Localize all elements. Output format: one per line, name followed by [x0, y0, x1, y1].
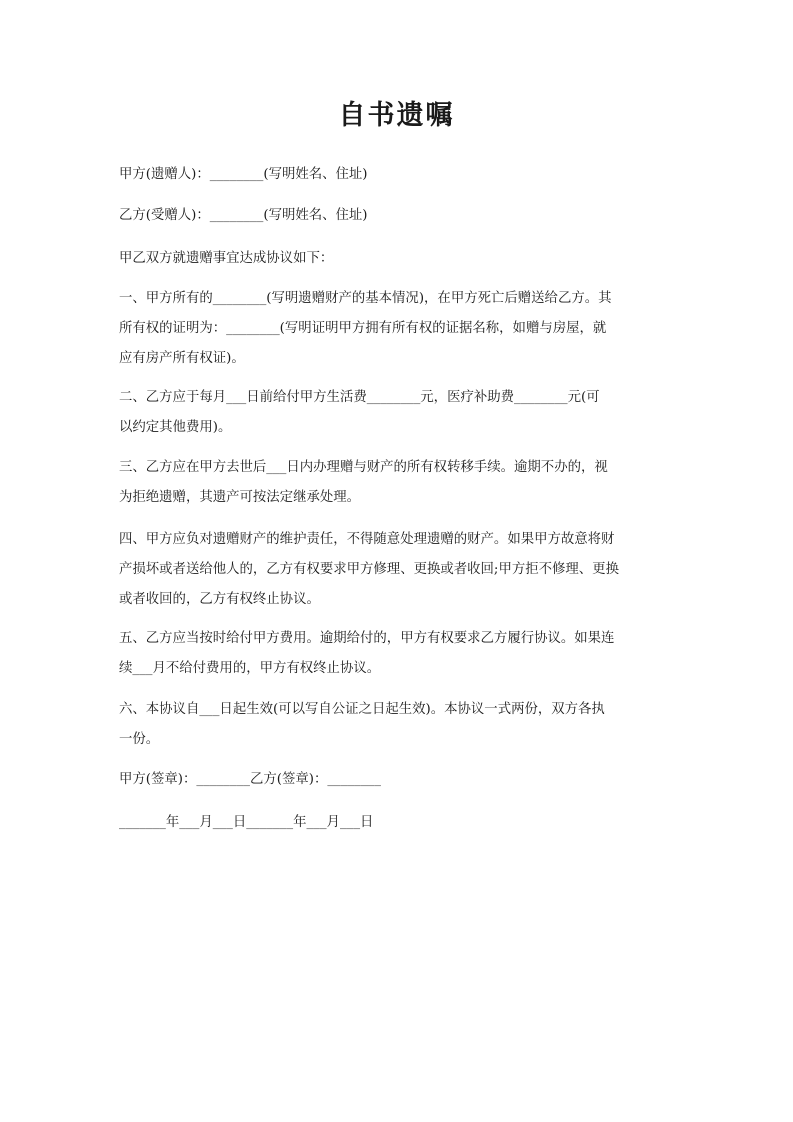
text-line: 续___月不给付费用的，甲方有权终止协议。	[119, 661, 381, 676]
text-line: 六、本协议自___日起生效(可以写自公证之日起生效)。本协议一式两份，双方各执	[119, 702, 605, 717]
agreement-intro	[119, 244, 675, 274]
text-line: 乙方(受赠人)：________(写明姓名、住址)	[119, 208, 368, 223]
clause-2	[119, 383, 675, 443]
text-line: 以约定其他费用)。	[119, 420, 232, 435]
text-line: 应有房产所有权证)。	[119, 351, 245, 366]
text-line: 甲方(遗赠人)：________(写明姓名、住址)	[119, 167, 368, 182]
text-line: 甲乙双方就遗赠事宜达成协议如下：	[119, 251, 334, 266]
text-line: 甲方(签章)：________乙方(签章)：________	[119, 772, 381, 787]
text-line: 所有权的证明为：________(写明证明甲方拥有所有权的证据名称，如赠与房屋，就	[119, 321, 607, 336]
text-line: 为拒绝遗赠，其遗产可按法定继承处理。	[119, 490, 361, 505]
clause-5	[119, 624, 675, 684]
text-line: 一、甲方所有的________(写明遗赠财产的基本情况)，在甲方死亡后赠送给乙方。其	[119, 291, 612, 306]
text-line: 产损坏或者送给他人的，乙方有权要求甲方修理、更换或者收回;甲方拒不修理、更换	[119, 562, 619, 577]
text-line: 四、甲方应负对遗赠财产的维护责任，不得随意处理遗赠的财产。如果甲方故意将财	[119, 532, 615, 547]
text-line: 二、乙方应于每月___日前给付甲方生活费________元，医疗补助费________元(可	[119, 390, 600, 405]
date-line	[119, 808, 675, 838]
clause-4	[119, 525, 675, 615]
text-line: 一份。	[119, 732, 160, 747]
signature-line	[119, 765, 675, 795]
text-line: 或者收回的，乙方有权终止协议。	[119, 592, 320, 607]
party-a-line	[119, 160, 675, 190]
text-line: 三、乙方应在甲方去世后___日内办理赠与财产的所有权转移手续。逾期不办的，视	[119, 460, 608, 475]
text-line: 五、乙方应当按时给付甲方费用。逾期给付的，甲方有权要求乙方履行协议。如果连	[119, 631, 615, 646]
text-line: _______年___月___日_______年___月___日	[119, 815, 374, 830]
document-title: 自书遗嘱	[338, 100, 455, 131]
clause-3	[119, 453, 675, 513]
party-b-line	[119, 201, 675, 231]
clause-1	[119, 284, 675, 374]
clause-6	[119, 695, 675, 755]
